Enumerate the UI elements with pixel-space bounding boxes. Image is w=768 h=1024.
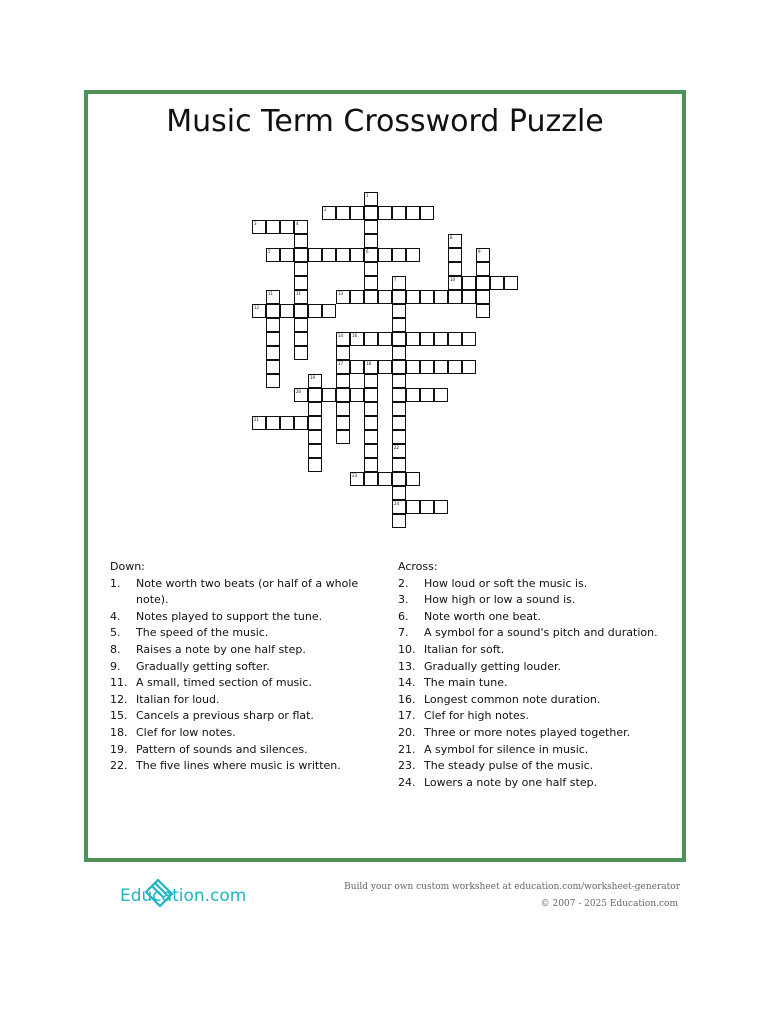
crossword-cell[interactable]	[462, 360, 476, 374]
cell-number: 9	[478, 249, 481, 254]
crossword-cell[interactable]	[322, 304, 336, 318]
crossword-cell[interactable]	[434, 332, 448, 346]
crossword-cell[interactable]	[448, 262, 462, 276]
across-heading: Across:	[398, 560, 438, 573]
crossword-cell[interactable]	[308, 416, 322, 430]
crossword-cell[interactable]	[364, 374, 378, 388]
crossword-cell[interactable]	[350, 360, 364, 374]
crossword-cell[interactable]	[364, 444, 378, 458]
clue-number: 24.	[398, 775, 416, 789]
crossword-cell[interactable]	[364, 262, 378, 276]
down-clue	[110, 725, 380, 742]
crossword-cell[interactable]	[448, 248, 462, 262]
crossword-cell[interactable]	[266, 416, 280, 430]
crossword-cell[interactable]	[448, 234, 462, 248]
crossword-cell[interactable]	[434, 388, 448, 402]
clue-number: 18.	[110, 725, 128, 739]
crossword-cell[interactable]	[336, 430, 350, 444]
crossword-cell[interactable]	[336, 290, 350, 304]
crossword-cell[interactable]	[434, 500, 448, 514]
crossword-cell[interactable]	[406, 500, 420, 514]
clue-number: 12.	[110, 692, 128, 706]
down-clue	[110, 708, 380, 725]
crossword-cell[interactable]	[252, 220, 266, 234]
crossword-cell[interactable]	[392, 514, 406, 528]
crossword-cell[interactable]	[336, 402, 350, 416]
crossword-cell[interactable]	[294, 332, 308, 346]
crossword-cell[interactable]	[476, 290, 490, 304]
cell-number: 1	[366, 193, 369, 198]
crossword-grid	[88, 94, 682, 534]
cell-number: 20	[296, 389, 302, 394]
clue-text: Longest common note duration.	[424, 692, 601, 706]
clue-number: 17.	[398, 709, 416, 723]
clue-number: 14.	[398, 676, 416, 690]
crossword-cell[interactable]	[420, 500, 434, 514]
crossword-cell[interactable]	[392, 444, 406, 458]
clue-text: Notes played to support the tune.	[136, 609, 323, 623]
clue-text: A symbol for silence in music.	[424, 742, 589, 756]
across-clue	[398, 725, 668, 742]
across-clue	[398, 708, 668, 725]
down-heading: Down:	[110, 560, 145, 573]
across-clue	[398, 609, 668, 626]
crossword-cell[interactable]	[448, 360, 462, 374]
across-clue	[398, 675, 668, 692]
down-clue	[110, 758, 380, 775]
crossword-cell[interactable]	[280, 304, 294, 318]
cell-number: 16	[352, 333, 358, 338]
clue-text: Note worth one beat.	[424, 609, 541, 623]
crossword-cell[interactable]	[322, 388, 336, 402]
crossword-cell[interactable]	[308, 430, 322, 444]
crossword-cell[interactable]	[336, 374, 350, 388]
crossword-cell[interactable]	[392, 248, 406, 262]
cell-number: 8	[450, 235, 453, 240]
down-clue	[110, 742, 380, 759]
down-clues	[110, 559, 380, 775]
cell-number: 12	[254, 305, 260, 310]
clue-number: 1.	[110, 576, 121, 590]
crossword-cell[interactable]	[294, 304, 308, 318]
crossword-cell[interactable]	[294, 262, 308, 276]
crossword-cell[interactable]	[266, 248, 280, 262]
crossword-cell[interactable]	[252, 304, 266, 318]
clue-number: 15.	[110, 709, 128, 723]
cell-number: 7	[394, 277, 397, 282]
clue-text: A symbol for a sound's pitch and duration.	[424, 626, 658, 640]
crossword-cell[interactable]	[392, 346, 406, 360]
crossword-cell[interactable]	[364, 388, 378, 402]
crossword-cell[interactable]	[476, 276, 490, 290]
cell-number: 6	[366, 249, 369, 254]
crossword-cell[interactable]	[280, 416, 294, 430]
crossword-cell[interactable]	[420, 290, 434, 304]
crossword-cell[interactable]	[308, 444, 322, 458]
clue-number: 4.	[110, 609, 121, 623]
crossword-cell[interactable]	[308, 374, 322, 388]
crossword-cell[interactable]	[378, 360, 392, 374]
crossword-cell[interactable]	[504, 276, 518, 290]
crossword-cell[interactable]	[266, 332, 280, 346]
clue-text: How high or low a sound is.	[424, 593, 576, 607]
clue-number: 22.	[110, 759, 128, 773]
crossword-cell[interactable]	[392, 374, 406, 388]
crossword-cell[interactable]	[392, 304, 406, 318]
crossword-cell[interactable]	[308, 248, 322, 262]
crossword-cell[interactable]	[392, 486, 406, 500]
crossword-cell[interactable]	[476, 262, 490, 276]
clue-text: The main tune.	[424, 676, 508, 690]
down-clue	[110, 609, 380, 626]
clue-text: Clef for low notes.	[136, 725, 236, 739]
down-clue	[110, 625, 380, 642]
crossword-cell[interactable]	[364, 472, 378, 486]
crossword-cell[interactable]	[378, 248, 392, 262]
crossword-cell[interactable]	[406, 388, 420, 402]
clue-text: The five lines where music is written.	[136, 759, 341, 773]
down-clue	[110, 642, 380, 659]
crossword-cell[interactable]	[392, 206, 406, 220]
down-clue	[110, 675, 380, 692]
cell-number: 10	[450, 277, 456, 282]
crossword-cell[interactable]	[462, 290, 476, 304]
crossword-cell[interactable]	[364, 220, 378, 234]
clue-number: 8.	[110, 642, 121, 656]
across-clue	[398, 692, 668, 709]
across-clue	[398, 775, 668, 792]
crossword-cell[interactable]	[406, 248, 420, 262]
clue-text: Three or more notes played together.	[424, 725, 631, 739]
crossword-cell[interactable]	[406, 472, 420, 486]
crossword-cell[interactable]	[336, 248, 350, 262]
across-clues	[398, 559, 668, 791]
crossword-cell[interactable]	[266, 220, 280, 234]
crossword-cell[interactable]	[392, 500, 406, 514]
down-clue	[110, 659, 380, 676]
crossword-cell[interactable]	[392, 290, 406, 304]
across-clue	[398, 659, 668, 676]
crossword-cell[interactable]	[364, 192, 378, 206]
crossword-cell[interactable]	[462, 276, 476, 290]
clue-number: 16.	[398, 692, 416, 706]
crossword-cell[interactable]	[336, 332, 350, 346]
crossword-cell[interactable]	[406, 360, 420, 374]
cell-number: 13	[338, 291, 344, 296]
crossword-cell[interactable]	[364, 290, 378, 304]
cell-number: 3	[254, 221, 257, 226]
clue-text: The steady pulse of the music.	[424, 759, 594, 773]
cell-number: 22	[394, 445, 400, 450]
cell-number: 11	[268, 291, 274, 296]
cell-number: 19	[310, 375, 316, 380]
crossword-cell[interactable]	[294, 346, 308, 360]
clue-number: 3.	[398, 593, 409, 607]
crossword-cell[interactable]	[336, 346, 350, 360]
copyright: © 2007 - 2025 Education.com	[540, 899, 678, 909]
crossword-cell[interactable]	[406, 206, 420, 220]
crossword-cell[interactable]	[392, 276, 406, 290]
crossword-cell[interactable]	[336, 206, 350, 220]
crossword-cell[interactable]	[364, 234, 378, 248]
crossword-cell[interactable]	[336, 360, 350, 374]
crossword-cell[interactable]	[266, 374, 280, 388]
clue-number: 21.	[398, 742, 416, 756]
crossword-cell[interactable]	[350, 206, 364, 220]
crossword-cell[interactable]	[462, 332, 476, 346]
cell-number: 5	[268, 249, 271, 254]
across-clue	[398, 625, 668, 642]
crossword-cell[interactable]	[420, 360, 434, 374]
clue-text: How loud or soft the music is.	[424, 576, 588, 590]
cell-number: 2	[324, 207, 327, 212]
crossword-cell[interactable]	[364, 416, 378, 430]
cell-number: 18	[366, 361, 372, 366]
across-clue	[398, 642, 668, 659]
crossword-cell[interactable]	[252, 416, 266, 430]
crossword-cell[interactable]	[350, 290, 364, 304]
crossword-cell[interactable]	[266, 346, 280, 360]
clue-number: 6.	[398, 609, 409, 623]
clue-number: 9.	[110, 659, 121, 673]
clue-text: Cancels a previous sharp or flat.	[136, 709, 314, 723]
crossword-cell[interactable]	[378, 332, 392, 346]
clue-text: Gradually getting louder.	[424, 659, 562, 673]
crossword-cell[interactable]	[364, 430, 378, 444]
clue-text: Italian for soft.	[424, 642, 505, 656]
down-clue	[110, 576, 380, 609]
crossword-cell[interactable]	[392, 458, 406, 472]
crossword-cell[interactable]	[294, 276, 308, 290]
clue-text: Italian for loud.	[136, 692, 220, 706]
crossword-cell[interactable]	[350, 248, 364, 262]
crossword-cell[interactable]	[308, 388, 322, 402]
clue-number: 7.	[398, 626, 409, 640]
crossword-cell[interactable]	[308, 402, 322, 416]
crossword-cell[interactable]	[392, 416, 406, 430]
crossword-cell[interactable]	[434, 360, 448, 374]
across-clue	[398, 742, 668, 759]
clue-number: 11.	[110, 676, 128, 690]
cell-number: 14	[338, 333, 344, 338]
crossword-cell[interactable]	[378, 290, 392, 304]
crossword-cell[interactable]	[490, 276, 504, 290]
clue-number: 13.	[398, 659, 416, 673]
crossword-cell[interactable]	[294, 220, 308, 234]
crossword-cell[interactable]	[266, 304, 280, 318]
crossword-cell[interactable]	[294, 318, 308, 332]
across-clue	[398, 758, 668, 775]
cell-number: 23	[352, 473, 358, 478]
crossword-cell[interactable]	[350, 472, 364, 486]
clue-text: The speed of the music.	[136, 626, 269, 640]
crossword-cell[interactable]	[448, 276, 462, 290]
crossword-cell[interactable]	[266, 290, 280, 304]
clue-number: 5.	[110, 626, 121, 640]
crossword-cell[interactable]	[294, 388, 308, 402]
crossword-cell[interactable]	[420, 206, 434, 220]
crossword-cell[interactable]	[308, 458, 322, 472]
crossword-cell[interactable]	[266, 360, 280, 374]
brand-name[interactable]: Education.com	[120, 886, 247, 906]
across-clue	[398, 576, 668, 593]
crossword-cell[interactable]	[392, 472, 406, 486]
clue-number: 19.	[110, 742, 128, 756]
crossword-cell[interactable]	[364, 248, 378, 262]
crossword-cell[interactable]	[476, 248, 490, 262]
crossword-cell[interactable]	[294, 234, 308, 248]
clue-number: 20.	[398, 725, 416, 739]
clue-number: 10.	[398, 642, 416, 656]
crossword-cell[interactable]	[280, 248, 294, 262]
crossword-cell[interactable]	[266, 318, 280, 332]
crossword-cell[interactable]	[476, 304, 490, 318]
crossword-cell[interactable]	[364, 332, 378, 346]
crossword-cell[interactable]	[378, 472, 392, 486]
cell-number: 24	[394, 501, 400, 506]
crossword-cell[interactable]	[350, 388, 364, 402]
down-clue	[110, 692, 380, 709]
page-title: Music Term Crossword Puzzle	[166, 104, 604, 139]
crossword-cell[interactable]	[308, 304, 322, 318]
crossword-cell[interactable]	[294, 416, 308, 430]
crossword-cell[interactable]	[448, 332, 462, 346]
crossword-cell[interactable]	[350, 332, 364, 346]
clue-text: A small, timed section of music.	[136, 676, 312, 690]
crossword-cell[interactable]	[294, 248, 308, 262]
crossword-cell[interactable]	[406, 290, 420, 304]
crossword-cell[interactable]	[392, 388, 406, 402]
crossword-cell[interactable]	[364, 360, 378, 374]
crossword-cell[interactable]	[392, 360, 406, 374]
crossword-cell[interactable]	[364, 276, 378, 290]
clue-text: Raises a note by one half step.	[136, 642, 306, 656]
crossword-cell[interactable]	[392, 318, 406, 332]
clue-number: 23.	[398, 759, 416, 773]
clue-text: Gradually getting softer.	[136, 659, 270, 673]
worksheet-frame	[84, 90, 686, 862]
crossword-cell[interactable]	[420, 332, 434, 346]
crossword-cell[interactable]	[364, 402, 378, 416]
crossword-cell[interactable]	[280, 220, 294, 234]
crossword-cell[interactable]	[378, 206, 392, 220]
crossword-cell[interactable]	[364, 458, 378, 472]
cell-number: 17	[338, 361, 344, 366]
crossword-cell[interactable]	[420, 388, 434, 402]
clue-text: Pattern of sounds and silences.	[136, 742, 308, 756]
crossword-cell[interactable]	[336, 416, 350, 430]
crossword-cell[interactable]	[322, 206, 336, 220]
crossword-cell[interactable]	[392, 430, 406, 444]
clue-text: Lowers a note by one half step.	[424, 775, 598, 789]
cell-number: 4	[296, 221, 299, 226]
clue-text: Clef for high notes.	[424, 709, 529, 723]
cell-number: 21	[254, 417, 260, 422]
crossword-cell[interactable]	[322, 248, 336, 262]
cell-number: 11	[296, 291, 302, 296]
crossword-cell[interactable]	[448, 290, 462, 304]
clue-text: Note worth two beats (or half of a whole note).	[136, 576, 359, 607]
crossword-cell[interactable]	[406, 332, 420, 346]
crossword-cell[interactable]	[434, 290, 448, 304]
crossword-cell[interactable]	[294, 290, 308, 304]
crossword-cell[interactable]	[392, 402, 406, 416]
crossword-cell[interactable]	[336, 388, 350, 402]
generator-link[interactable]: Build your own custom worksheet at education.com/worksheet-generator	[344, 882, 680, 892]
across-clue	[398, 592, 668, 609]
clue-number: 2.	[398, 576, 409, 590]
crossword-cell[interactable]	[364, 206, 378, 220]
crossword-cell[interactable]	[392, 332, 406, 346]
